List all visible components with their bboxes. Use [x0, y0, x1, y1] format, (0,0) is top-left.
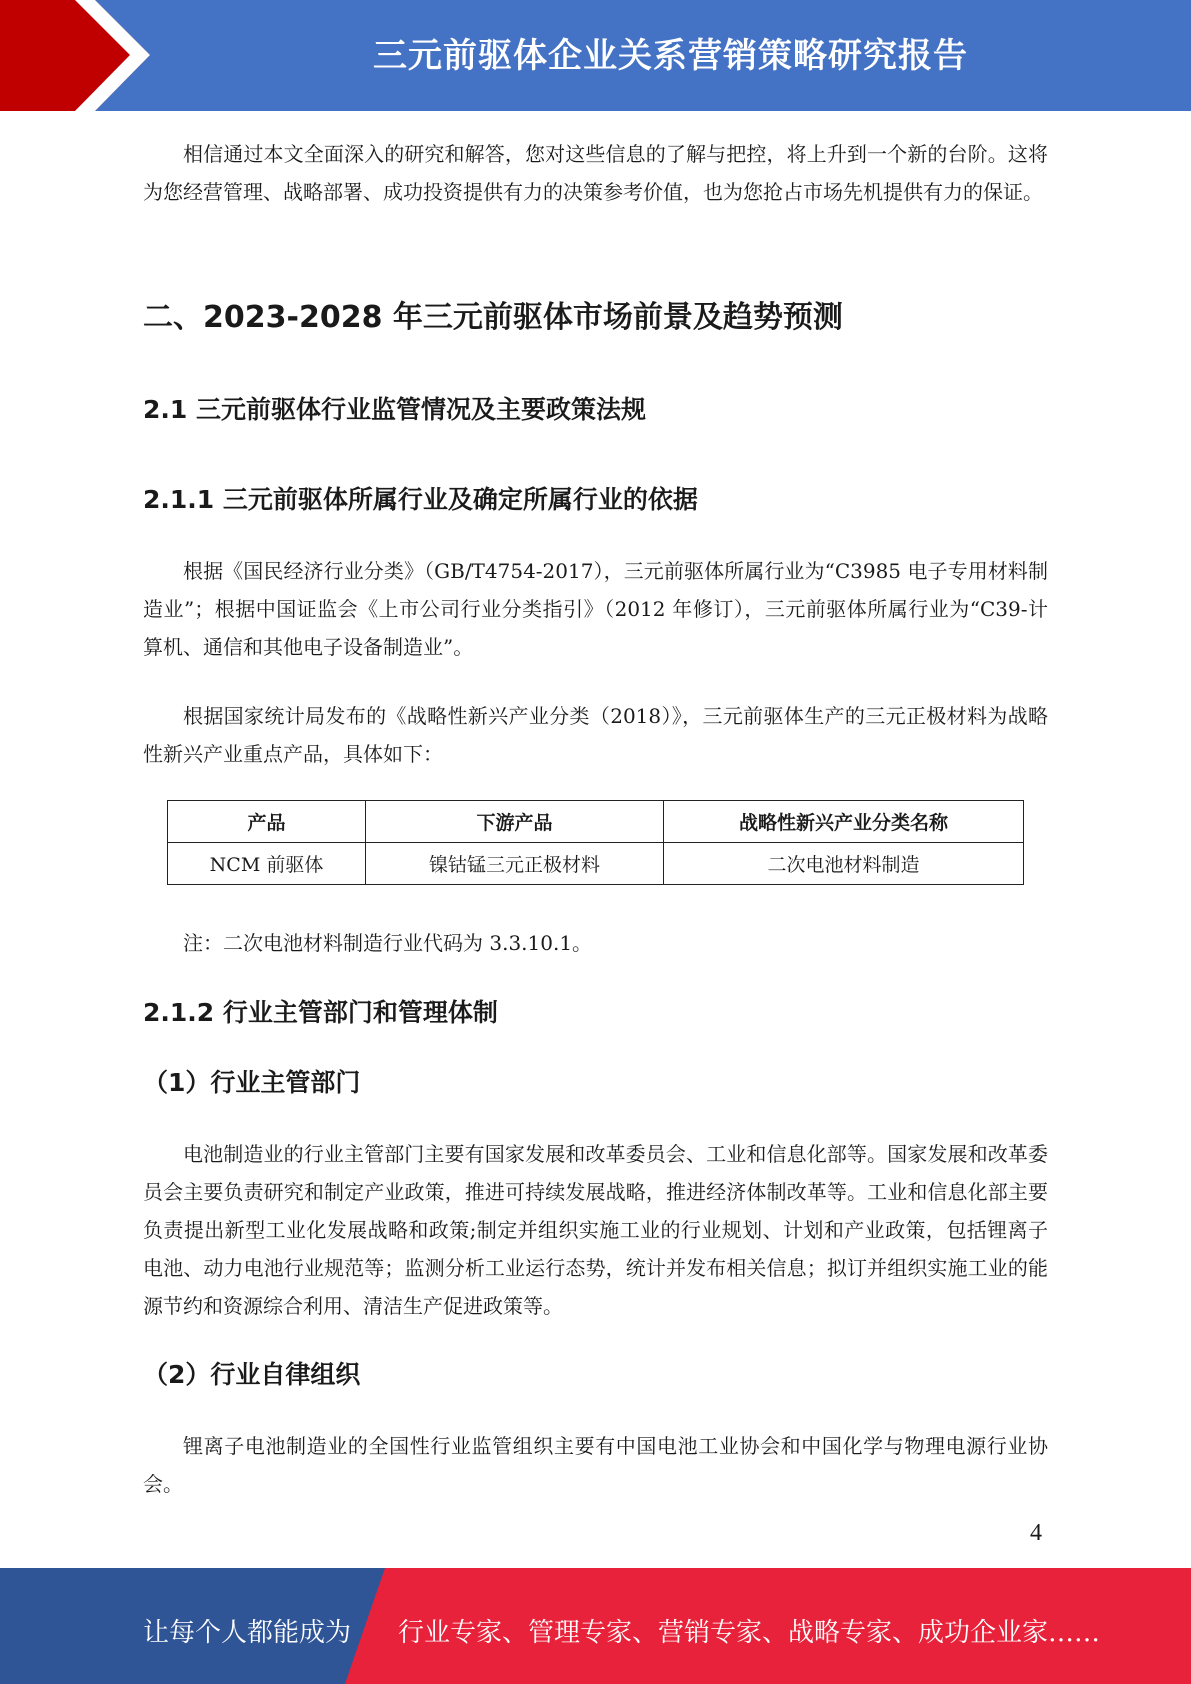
- table-cell: 镍钴锰三元正极材料: [366, 843, 664, 885]
- page-footer: [0, 1568, 1191, 1684]
- section-2-1-1-paragraph-1: 根据《国民经济行业分类》（GB/T4754-2017），三元前驱体所属行业为“C3985 电子专用材料制造业”；根据中国证监会《上市公司行业分类指引》（2012 年修订），三元前驱体所属行业为“C39-计算机、通信和其他电子设备制造业”。: [143, 559, 1048, 659]
- table-cell: NCM 前驱体: [168, 843, 366, 885]
- table-header-cell: 产品: [168, 801, 366, 843]
- table-note: 注：二次电池材料制造行业代码为 3.3.10.1。: [183, 931, 593, 955]
- report-title: 三元前驱体企业关系营销策略研究报告: [373, 36, 968, 76]
- footer-slogan-left: 让每个人都能成为: [143, 1618, 352, 1648]
- page-header: [0, 0, 1191, 111]
- section-2-heading: 二、2023-2028 年三元前驱体市场前景及趋势预测: [143, 300, 843, 335]
- section-2-1-1-heading: 2.1.1 三元前驱体所属行业及确定所属行业的依据: [143, 485, 698, 514]
- intro-paragraph: 相信通过本文全面深入的研究和解答，您对这些信息的了解与把控，将上升到一个新的台阶。这将为您经营管理、战略部署、成功投资提供有力的决策参考价值，也为您抢占市场先机提供有力的保证。: [143, 142, 1048, 204]
- table-header-row: [168, 801, 1024, 843]
- table-row: [168, 843, 1024, 885]
- subsection-1-paragraph: 电池制造业的行业主管部门主要有国家发展和改革委员会、工业和信息化部等。国家发展和改革委员会主要负责研究和制定产业政策，推进可持续发展战略，推进经济体制改革等。工业和信息化部主要负责提出新型工业化发展战略和政策;制定并组织实施工业的行业规划、计划和产业政策，包括锂离子电池、动力电池行业规范等；监测分析工业运行态势，统计并发布相关信息；拟订并组织实施工业的能源节约和资源综合利用、清洁生产促进政策等。: [143, 1142, 1048, 1318]
- footer-slogan-right: 行业专家、管理专家、营销专家、战略专家、成功企业家……: [398, 1618, 1101, 1648]
- section-2-1-2-heading: 2.1.2 行业主管部门和管理体制: [143, 998, 498, 1027]
- industry-classification-table: [167, 800, 1024, 885]
- subsection-2-heading: （2）行业自律组织: [143, 1360, 361, 1389]
- subsection-1-heading: （1）行业主管部门: [143, 1068, 361, 1097]
- table-cell: 二次电池材料制造: [664, 843, 1024, 885]
- section-2-1-1-paragraph-2: 根据国家统计局发布的《战略性新兴产业分类（2018）》，三元前驱体生产的三元正极材料为战略性新兴产业重点产品，具体如下：: [143, 704, 1048, 766]
- subsection-2-paragraph: 锂离子电池制造业的全国性行业监管组织主要有中国电池工业协会和中国化学与物理电源行业协会。: [143, 1434, 1048, 1496]
- table-header-cell: 战略性新兴产业分类名称: [664, 801, 1024, 843]
- page-number: 4: [1030, 1520, 1042, 1546]
- table-header-cell: 下游产品: [366, 801, 664, 843]
- section-2-1-heading: 2.1 三元前驱体行业监管情况及主要政策法规: [143, 395, 646, 424]
